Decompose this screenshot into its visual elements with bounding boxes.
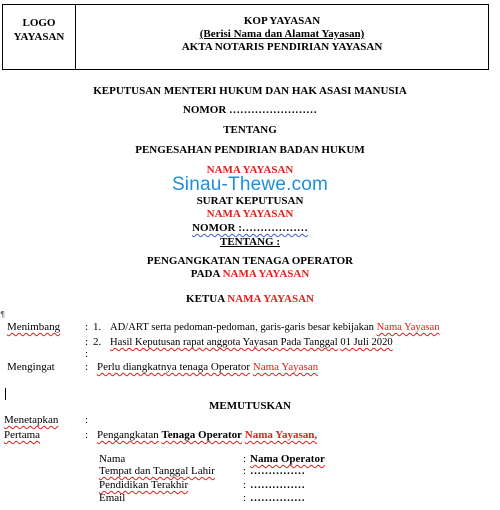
- logo-placeholder: [3, 5, 76, 69]
- decree-subject-line1: PENGANGKATAN TENAGA OPERATOR: [146, 255, 354, 267]
- ministry-decree-org-name: NAMA YAYASAN: [206, 164, 294, 176]
- memutuskan-heading: MEMUTUSKAN: [209, 400, 291, 412]
- menimbang-item1-org: Nama Yayasan: [376, 322, 440, 333]
- menetapkan-label: [4, 414, 58, 427]
- menimbang-colon-2: :: [85, 336, 89, 348]
- menetapkan-label-text: Menetapkan: [4, 414, 59, 426]
- ministry-decree-number: NOMOR ……………………: [182, 104, 318, 116]
- decree-tentang: [0, 236, 500, 249]
- ketua-org: NAMA YAYASAN: [227, 293, 314, 305]
- menimbang-item1-text: AD/ART serta pedoman-pedoman, garis-garis besar kebijakan: [110, 322, 374, 333]
- detail-colon-ttl: :: [243, 465, 247, 477]
- detail-value-nama-text: Nama Operator: [250, 453, 325, 465]
- pertama-prefix: Pengangkatan: [97, 429, 159, 441]
- pertama-colon: :: [85, 429, 89, 441]
- pertama-label-text: Pertama: [4, 429, 41, 441]
- decree-subject-line2: [0, 268, 500, 281]
- detail-colon-pendidikan: :: [243, 479, 247, 491]
- pertama-bold: Tenaga Operator: [161, 429, 243, 441]
- letterhead-title: KOP YAYASAN: [243, 15, 321, 27]
- menimbang-item2-num: 2.: [93, 336, 102, 348]
- watermark-text: Sinau-Thewe.com: [171, 174, 329, 195]
- menimbang-item2-date: 01 Juli 2020: [340, 337, 393, 348]
- decree-subject-org: NAMA YAYASAN: [222, 268, 310, 280]
- mengingat-colon: :: [85, 361, 89, 373]
- detail-colon-email: :: [243, 492, 247, 504]
- detail-value-ttl: ……………: [250, 465, 305, 477]
- decree-heading: SURAT KEPUTUSAN: [196, 195, 304, 207]
- menimbang-colon-1: :: [85, 321, 89, 333]
- pertama-label: [4, 429, 40, 442]
- letterhead-box: [2, 4, 489, 70]
- mengingat-org: Nama Yayasan: [252, 361, 319, 373]
- decree-number-text: NOMOR :………………: [192, 222, 308, 234]
- menimbang-item2: [110, 336, 393, 349]
- paragraph-mark-icon: ¶: [0, 310, 6, 319]
- ketua-line: [0, 293, 500, 306]
- detail-value-pendidikan: ……………: [250, 479, 305, 491]
- menimbang-item1: [110, 321, 440, 334]
- logo-line1: LOGO: [22, 17, 56, 29]
- ministry-decree-tentang: TENTANG: [223, 124, 277, 136]
- decree-subject-prefix: PADA: [190, 268, 220, 280]
- mengingat-text-row: [97, 361, 318, 374]
- detail-label-ttl-text: Tempat dan Tanggal Lahir: [99, 465, 215, 477]
- ministry-decree-subject: PENGESAHAN PENDIRIAN BADAN HUKUM: [135, 144, 365, 156]
- menetapkan-colon: :: [85, 414, 89, 426]
- mengingat-label: Mengingat: [7, 361, 55, 373]
- detail-label-nama: Nama: [99, 453, 126, 465]
- letterhead-text: [76, 5, 488, 69]
- ministry-decree-heading: KEPUTUSAN MENTERI HUKUM DAN HAK ASASI MANUSIA: [93, 85, 407, 97]
- menimbang-label: [7, 321, 60, 334]
- pertama-org: Nama Yayasan,: [244, 429, 318, 441]
- menimbang-item2-text: Hasil Keputusan rapat anggota Yayasan Pada Tanggal: [110, 337, 338, 348]
- logo-line2: YAYASAN: [13, 31, 65, 43]
- detail-label-email: Email: [99, 492, 126, 504]
- text-cursor: [5, 388, 6, 400]
- decree-tentang-text: TENTANG :: [220, 236, 280, 248]
- detail-label-ttl: [99, 465, 215, 478]
- menimbang-colon-3: :: [85, 348, 89, 360]
- pertama-text-row: [97, 429, 317, 442]
- decree-org-name: NAMA YAYASAN: [206, 208, 294, 220]
- detail-label-pendidikan: [99, 479, 188, 492]
- mengingat-text: Perlu diangkatnya tenaga Operator: [97, 361, 251, 373]
- detail-value-email: ……………: [250, 492, 305, 504]
- detail-label-pendidikan-text: Pendidikan Terakhir: [99, 479, 189, 491]
- menimbang-label-text: Menimbang: [7, 321, 61, 333]
- decree-number: [0, 222, 500, 235]
- letterhead-deed: AKTA NOTARIS PENDIRIAN YAYASAN: [181, 41, 383, 53]
- letterhead-subtitle: (Berisi Nama dan Alamat Yayasan): [199, 28, 365, 40]
- ketua-prefix: KETUA: [186, 293, 225, 305]
- detail-colon-nama: :: [243, 453, 247, 465]
- menimbang-item1-num: 1.: [93, 321, 102, 333]
